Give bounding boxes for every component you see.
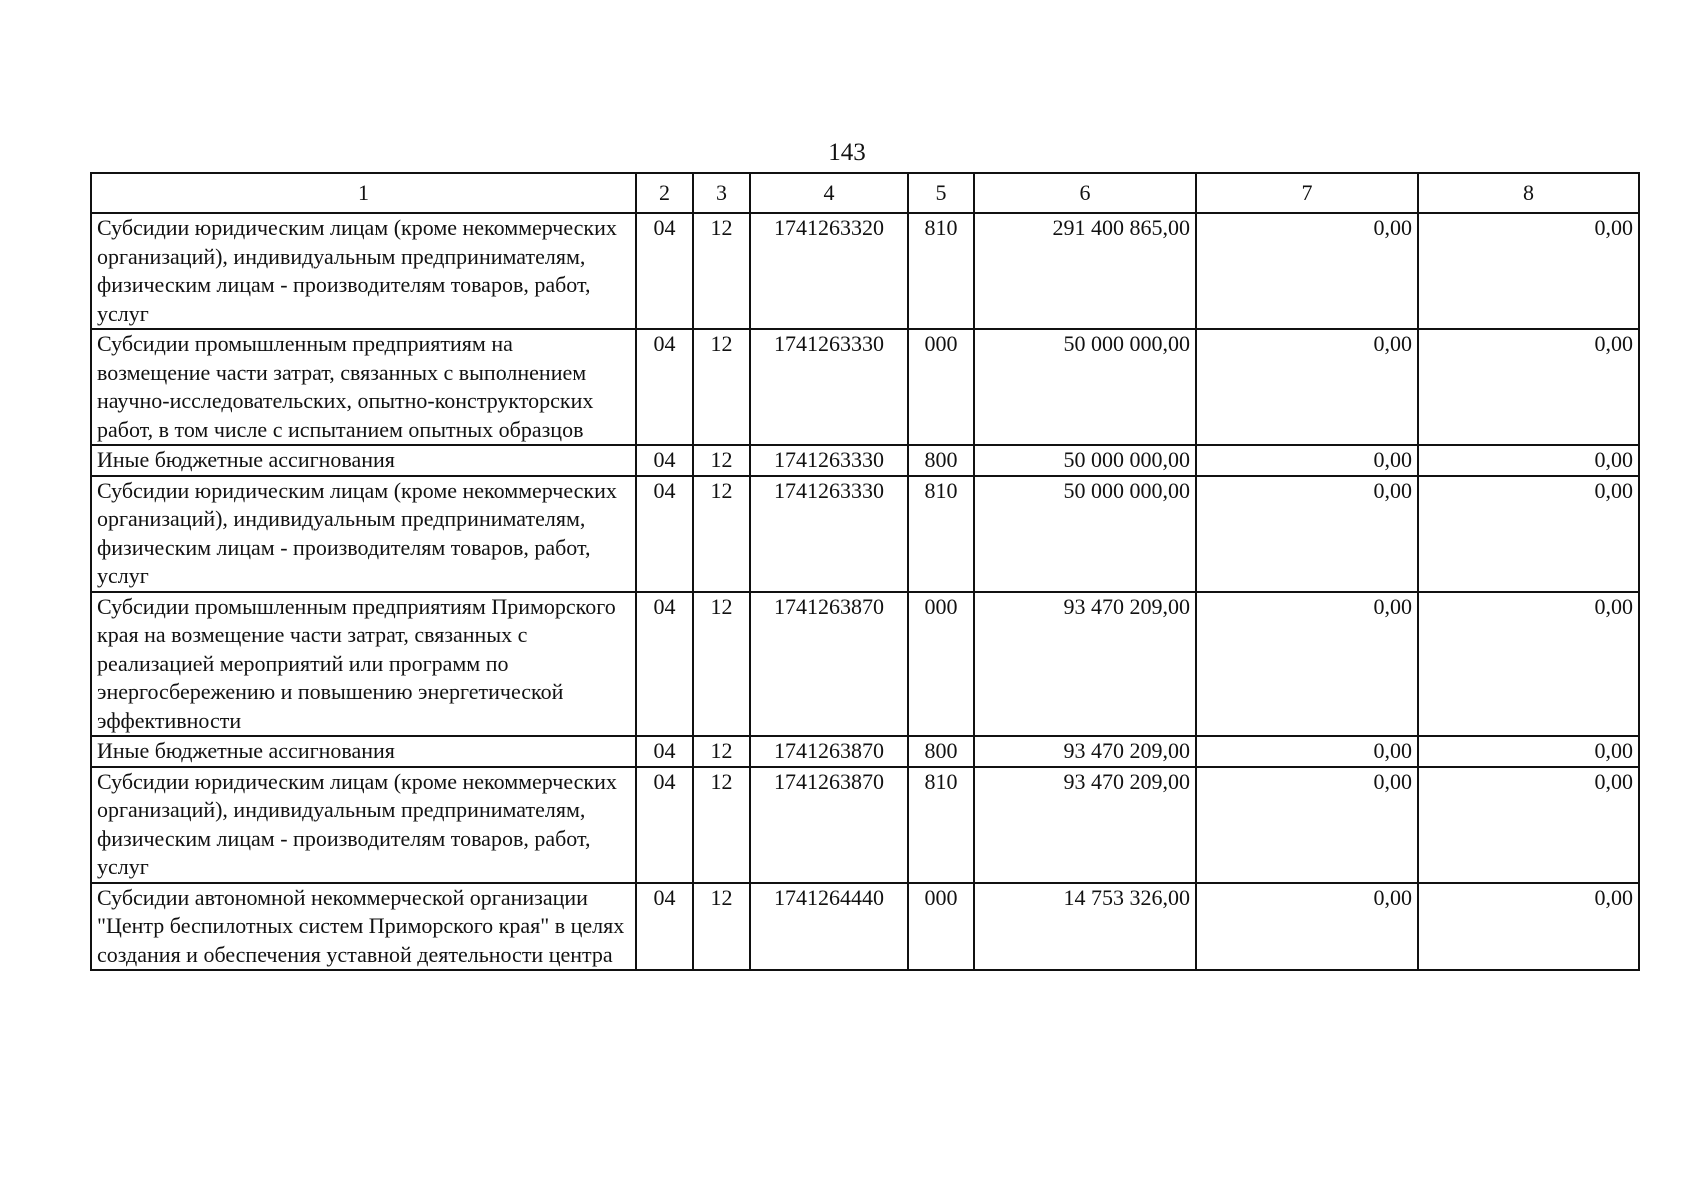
amount-col6-cell: 93 470 209,00	[974, 736, 1196, 767]
column-header: 7	[1196, 173, 1418, 213]
subsection-code-cell: 12	[693, 329, 750, 445]
amount-col7-cell: 0,00	[1196, 736, 1418, 767]
amount-col8-cell: 0,00	[1418, 592, 1639, 737]
column-header: 3	[693, 173, 750, 213]
row-name-cell: Субсидии юридическим лицам (кроме некоммерческих организаций), индивидуальным предпринимателям, физическим лицам - производителям товаров, работ, услуг	[91, 213, 636, 329]
table-row	[91, 592, 1639, 737]
subsection-code-cell: 12	[693, 767, 750, 883]
amount-col7-cell: 0,00	[1196, 883, 1418, 971]
row-name-cell: Субсидии промышленным предприятиям на возмещение части затрат, связанных с выполнением научно-исследовательских, опытно-конструкторских работ, в том числе с испытанием опытных образцов	[91, 329, 636, 445]
amount-col6-cell: 50 000 000,00	[974, 476, 1196, 592]
amount-col7-cell: 0,00	[1196, 445, 1418, 476]
table-row	[91, 736, 1639, 767]
subsection-code-cell: 12	[693, 476, 750, 592]
target-article-cell: 1741263330	[750, 476, 908, 592]
amount-col6-cell: 50 000 000,00	[974, 445, 1196, 476]
target-article-cell: 1741263320	[750, 213, 908, 329]
section-code-cell: 04	[636, 213, 693, 329]
target-article-cell: 1741263330	[750, 329, 908, 445]
section-code-cell: 04	[636, 767, 693, 883]
target-article-cell: 1741263330	[750, 445, 908, 476]
amount-col8-cell: 0,00	[1418, 767, 1639, 883]
expense-type-cell: 000	[908, 592, 974, 737]
expense-type-cell: 800	[908, 445, 974, 476]
expense-type-cell: 800	[908, 736, 974, 767]
amount-col8-cell: 0,00	[1418, 476, 1639, 592]
subsection-code-cell: 12	[693, 445, 750, 476]
amount-col6-cell: 93 470 209,00	[974, 767, 1196, 883]
row-name-cell: Иные бюджетные ассигнования	[91, 445, 636, 476]
row-name-cell: Субсидии промышленным предприятиям Приморского края на возмещение части затрат, связанных с реализацией мероприятий или программ по энергосбережению и повышению энергетической эффективности	[91, 592, 636, 737]
amount-col7-cell: 0,00	[1196, 767, 1418, 883]
column-header: 8	[1418, 173, 1639, 213]
amount-col7-cell: 0,00	[1196, 329, 1418, 445]
expense-type-cell: 000	[908, 883, 974, 971]
amount-col8-cell: 0,00	[1418, 329, 1639, 445]
amount-col8-cell: 0,00	[1418, 445, 1639, 476]
amount-col8-cell: 0,00	[1418, 213, 1639, 329]
table-row	[91, 883, 1639, 971]
row-name-cell: Субсидии автономной некоммерческой организации "Центр беспилотных систем Приморского края" в целях создания и обеспечения уставной деятельности центра	[91, 883, 636, 971]
table-row	[91, 476, 1639, 592]
expense-type-cell: 810	[908, 767, 974, 883]
column-header: 5	[908, 173, 974, 213]
header-row	[91, 173, 1639, 213]
amount-col8-cell: 0,00	[1418, 883, 1639, 971]
row-name-cell: Иные бюджетные ассигнования	[91, 736, 636, 767]
target-article-cell: 1741264440	[750, 883, 908, 971]
section-code-cell: 04	[636, 736, 693, 767]
expense-type-cell: 000	[908, 329, 974, 445]
amount-col6-cell: 93 470 209,00	[974, 592, 1196, 737]
column-header: 4	[750, 173, 908, 213]
column-header: 2	[636, 173, 693, 213]
column-header: 1	[91, 173, 636, 213]
row-name-cell: Субсидии юридическим лицам (кроме некоммерческих организаций), индивидуальным предпринимателям, физическим лицам - производителям товаров, работ, услуг	[91, 767, 636, 883]
column-header: 6	[974, 173, 1196, 213]
amount-col7-cell: 0,00	[1196, 592, 1418, 737]
subsection-code-cell: 12	[693, 736, 750, 767]
expense-type-cell: 810	[908, 213, 974, 329]
table-row	[91, 213, 1639, 329]
subsection-code-cell: 12	[693, 213, 750, 329]
amount-col7-cell: 0,00	[1196, 213, 1418, 329]
table-row	[91, 767, 1639, 883]
amount-col6-cell: 291 400 865,00	[974, 213, 1196, 329]
amount-col6-cell: 50 000 000,00	[974, 329, 1196, 445]
subsection-code-cell: 12	[693, 592, 750, 737]
table-row	[91, 329, 1639, 445]
budget-table	[90, 172, 1640, 971]
expense-type-cell: 810	[908, 476, 974, 592]
section-code-cell: 04	[636, 883, 693, 971]
amount-col6-cell: 14 753 326,00	[974, 883, 1196, 971]
section-code-cell: 04	[636, 592, 693, 737]
section-code-cell: 04	[636, 445, 693, 476]
target-article-cell: 1741263870	[750, 767, 908, 883]
target-article-cell: 1741263870	[750, 736, 908, 767]
page-number: 143	[828, 139, 866, 166]
row-name-cell: Субсидии юридическим лицам (кроме некоммерческих организаций), индивидуальным предпринимателям, физическим лицам - производителям товаров, работ, услуг	[91, 476, 636, 592]
table-row	[91, 445, 1639, 476]
amount-col8-cell: 0,00	[1418, 736, 1639, 767]
target-article-cell: 1741263870	[750, 592, 908, 737]
amount-col7-cell: 0,00	[1196, 476, 1418, 592]
subsection-code-cell: 12	[693, 883, 750, 971]
section-code-cell: 04	[636, 476, 693, 592]
section-code-cell: 04	[636, 329, 693, 445]
